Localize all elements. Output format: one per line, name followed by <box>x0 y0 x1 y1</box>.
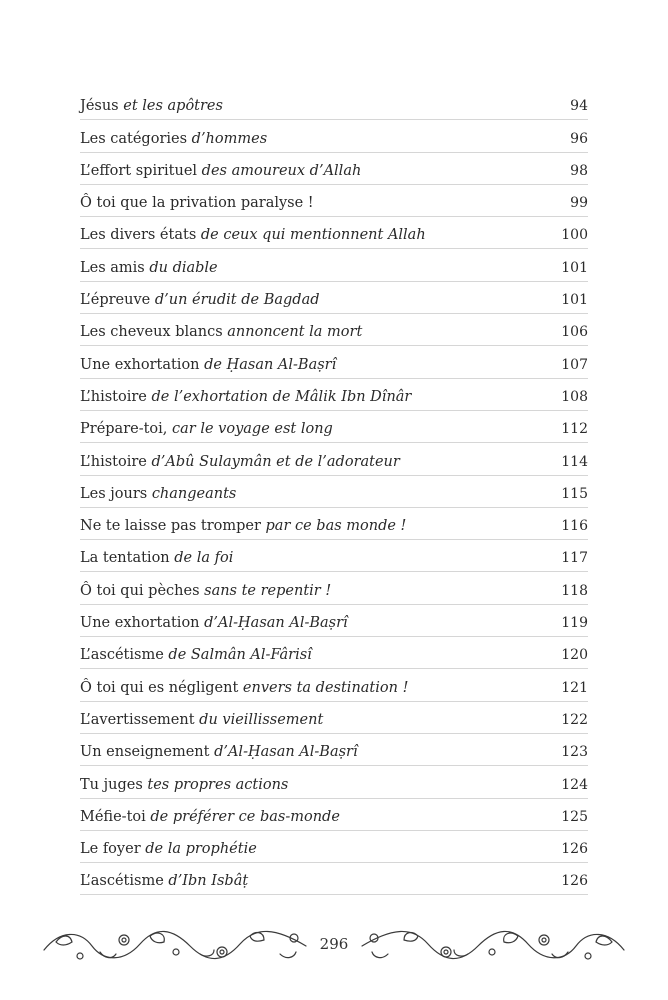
toc-entry <box>80 508 588 540</box>
toc-entry <box>80 120 588 152</box>
toc-entry-title: L’histoire de l’exhortation de Mâlik Ibn Dînâr <box>80 388 412 405</box>
toc-page-number: 124 <box>561 776 588 793</box>
toc-entry <box>80 572 588 604</box>
toc-entry-title: Les divers états de ceux qui mentionnent Allah <box>80 227 426 244</box>
toc-page-number: 125 <box>561 808 588 825</box>
toc-entry-title: Les amis du diable <box>80 259 218 276</box>
toc-entry-title: Les jours changeants <box>80 485 237 502</box>
toc-entry <box>80 282 588 314</box>
toc-page-number: 107 <box>561 356 588 373</box>
toc-page-number: 100 <box>561 227 588 244</box>
toc-page-number: 118 <box>561 582 588 599</box>
toc-entry-title: Ô toi que la privation paralyse ! <box>80 195 314 212</box>
toc-entry-title: Les cheveux blancs annoncent la mort <box>80 324 363 341</box>
toc-entry-title: La tentation de la foi <box>80 550 234 567</box>
toc-page-number: 101 <box>561 259 588 276</box>
toc-entry-title: Ô toi qui pèches sans te repentir ! <box>80 582 332 599</box>
toc-entry <box>80 379 588 411</box>
toc-page-number: 115 <box>561 485 588 502</box>
toc-entry <box>80 217 588 249</box>
toc-entry-title: Les catégories d’hommes <box>80 130 268 147</box>
toc-entry <box>80 669 588 701</box>
toc-entry-title: Une exhortation de Ḥasan Al-Baṣrî <box>80 356 337 373</box>
toc-entry-title: Ne te laisse pas tromper par ce bas monde ! <box>80 518 407 535</box>
toc-entry <box>80 637 588 669</box>
toc-entry <box>80 346 588 378</box>
toc-entry-title: Prépare-toi, car le voyage est long <box>80 421 333 438</box>
toc-entry-title: L’ascétisme de Salmân Al-Fârisî <box>80 647 312 664</box>
toc-page-number: 123 <box>561 744 588 761</box>
toc-entry <box>80 411 588 443</box>
toc-page-number: 121 <box>561 679 588 696</box>
toc-entry <box>80 734 588 766</box>
toc-page-number: 96 <box>570 130 588 147</box>
toc-page-number: 108 <box>561 388 588 405</box>
toc-entry-title: L’épreuve d’un érudit de Bagdad <box>80 292 320 309</box>
toc-entry-title: L’histoire d’Abû Sulaymân et de l’adorateur <box>80 453 400 470</box>
toc-page-number: 126 <box>561 841 588 858</box>
toc-entry-title: Jésus et les apôtres <box>80 98 223 115</box>
toc-page-number: 94 <box>570 98 588 115</box>
toc-page-number: 114 <box>561 453 588 470</box>
toc-entry <box>80 314 588 346</box>
toc-page-number: 119 <box>561 615 588 632</box>
toc-entry-title: L’avertissement du vieillissement <box>80 711 324 728</box>
toc-entry <box>80 863 588 895</box>
toc-page-number: 117 <box>561 550 588 567</box>
toc-page-number: 98 <box>570 162 588 179</box>
toc-entry-title: Le foyer de la prophétie <box>80 841 257 858</box>
toc-page-number: 116 <box>561 518 588 535</box>
toc-entry <box>80 799 588 831</box>
toc-page-number: 126 <box>561 873 588 890</box>
toc-entry <box>80 476 588 508</box>
toc-entry-title: Méfie-toi de préférer ce bas-monde <box>80 808 340 825</box>
toc-entry <box>80 702 588 734</box>
toc-entry <box>80 540 588 572</box>
toc-page-number: 101 <box>561 292 588 309</box>
toc-page-number: 106 <box>561 324 588 341</box>
toc-page-number: 120 <box>561 647 588 664</box>
toc-entry <box>80 153 588 185</box>
toc-entry <box>80 88 588 120</box>
page-number: 296 <box>319 935 349 953</box>
toc-page-number: 99 <box>570 195 588 212</box>
toc-entry <box>80 605 588 637</box>
toc-entry <box>80 185 588 217</box>
toc-entry-title: Une exhortation d’Al-Ḥasan Al-Baṣrî <box>80 615 348 632</box>
toc-entry-title: Un enseignement d’Al-Ḥasan Al-Baṣrî <box>80 744 358 761</box>
toc-entry-title: Tu juges tes propres actions <box>80 776 289 793</box>
table-of-contents <box>80 88 588 895</box>
toc-entry <box>80 831 588 863</box>
toc-entry <box>80 249 588 281</box>
toc-entry <box>80 766 588 798</box>
toc-entry-title: L’effort spirituel des amoureux d’Allah <box>80 162 362 179</box>
floral-ornament-right <box>358 922 628 968</box>
page-footer <box>40 922 628 968</box>
toc-page-number: 122 <box>561 711 588 728</box>
toc-entry-title: L’ascétisme d’Ibn Isbâṭ <box>80 873 249 890</box>
toc-entry <box>80 443 588 475</box>
toc-page-number: 112 <box>561 421 588 438</box>
toc-entry-title: Ô toi qui es négligent envers ta destination ! <box>80 679 409 696</box>
